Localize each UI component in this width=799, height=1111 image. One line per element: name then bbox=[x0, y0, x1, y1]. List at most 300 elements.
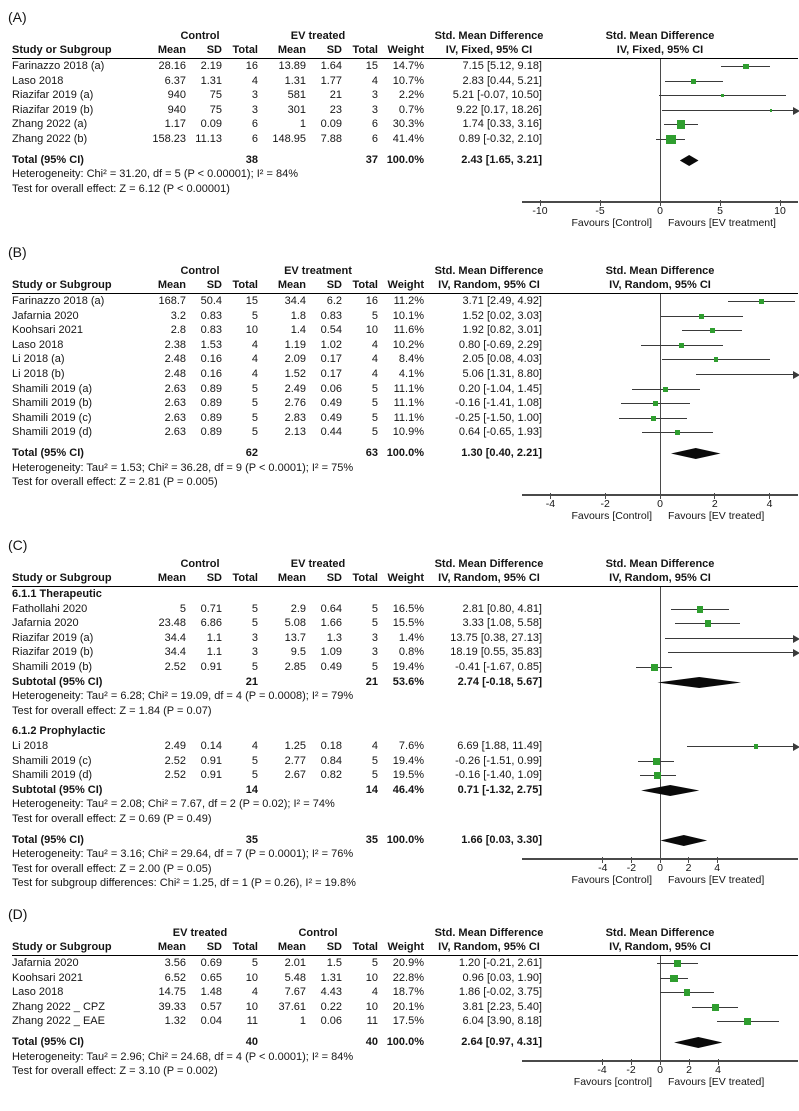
sd2-cell: 1.77 bbox=[320, 74, 342, 87]
weight-cell: 100.0% bbox=[386, 446, 424, 459]
t1-cell: 6 bbox=[251, 118, 258, 131]
m2-cell bbox=[258, 446, 306, 461]
ci-cell: 2.83 [0.44, 5.21] bbox=[462, 74, 542, 87]
study-cell: Laso 2018 bbox=[12, 74, 64, 87]
study-cell: Total (95% CI) bbox=[12, 833, 84, 846]
t2-cell: 5 bbox=[371, 957, 378, 969]
ci-cell: 6.69 [1.88, 11.49] bbox=[457, 739, 542, 752]
t1-cell: 15 bbox=[245, 295, 258, 307]
t2-cell: 10 bbox=[365, 324, 378, 337]
m1-cell: 158.23 bbox=[152, 132, 186, 145]
m2-cell: 2.01 bbox=[284, 957, 306, 969]
effect-square bbox=[710, 328, 715, 333]
t1-cell: 3 bbox=[251, 89, 258, 102]
effect-square bbox=[754, 744, 758, 748]
sd2-cell: 0.44 bbox=[320, 426, 342, 439]
sd2-cell: 6.2 bbox=[326, 295, 342, 307]
group1-label: Control bbox=[180, 30, 220, 42]
t2-cell: 4 bbox=[371, 739, 378, 752]
t1-cell: 4 bbox=[251, 353, 258, 366]
study-cell: Shamili 2019 (b) bbox=[12, 397, 93, 410]
m1-cell: 23.48 bbox=[158, 617, 186, 630]
sd2-cell: 0.82 bbox=[320, 769, 342, 782]
pooled-diamond bbox=[674, 1037, 722, 1048]
t1-cell: 10 bbox=[245, 971, 258, 984]
study-cell: Li 2018 bbox=[12, 739, 49, 752]
effect-square bbox=[721, 94, 723, 96]
t1-cell: 4 bbox=[251, 338, 258, 351]
sd2-cell: 0.84 bbox=[320, 754, 342, 767]
weight-cell: 11.2% bbox=[393, 295, 424, 307]
ci-cell: 1.92 [0.82, 3.01] bbox=[462, 324, 542, 337]
study-cell: Shamili 2019 (d) bbox=[12, 426, 93, 439]
effect-square bbox=[744, 1018, 750, 1024]
study-cell: Total (95% CI) bbox=[12, 1035, 84, 1048]
ci-cell: -0.16 [-1.41, 1.08] bbox=[455, 397, 542, 410]
t1-cell: 3 bbox=[251, 646, 258, 659]
m1-cell bbox=[142, 1035, 186, 1050]
t1-cell: 10 bbox=[245, 324, 258, 337]
m2-cell bbox=[258, 153, 306, 168]
note-text: Test for overall effect: Z = 0.69 (P = 0.49) bbox=[12, 812, 212, 825]
weight-cell: 16.5% bbox=[392, 602, 424, 615]
t1-cell: 5 bbox=[251, 309, 258, 322]
weight-cell: 53.6% bbox=[392, 675, 424, 688]
panel-body bbox=[12, 29, 798, 231]
m1-cell: 2.52 bbox=[164, 769, 186, 782]
arrow-right-icon bbox=[793, 649, 799, 657]
effect-square bbox=[651, 664, 658, 671]
column-header: SD bbox=[206, 279, 222, 291]
axis-tick-label: 10 bbox=[774, 205, 786, 217]
effect-square bbox=[677, 120, 686, 129]
ci-cell: -0.26 [-1.51, 0.99] bbox=[455, 754, 542, 767]
sd2-cell: 4.43 bbox=[320, 986, 342, 999]
weight-cell: 14.7% bbox=[392, 60, 424, 72]
weight-cell: 10.2% bbox=[392, 338, 424, 351]
sd2-cell: 1.66 bbox=[320, 617, 342, 630]
note-text: Test for overall effect: Z = 6.12 (P < 0.00001) bbox=[12, 182, 230, 195]
column-header: Total bbox=[232, 572, 258, 584]
axis-tick-label: 2 bbox=[685, 862, 692, 874]
sd1-cell: 1.48 bbox=[200, 986, 222, 999]
effect-title: Std. Mean Difference bbox=[434, 927, 544, 939]
favours-right-label: Favours [EV treatment] bbox=[668, 217, 776, 229]
column-header: SD bbox=[206, 941, 222, 953]
study-cell: Fathollahi 2020 bbox=[12, 602, 88, 615]
m2-cell: 1.4 bbox=[290, 324, 306, 337]
m1-cell: 14.75 bbox=[158, 986, 186, 999]
m1-cell bbox=[142, 675, 186, 690]
t1-cell: 11 bbox=[246, 1015, 258, 1028]
t1-cell: 5 bbox=[251, 397, 258, 410]
ci-cell: 3.81 [2.23, 5.40] bbox=[462, 1000, 542, 1013]
ci-cell: -0.16 [-1.40, 1.09] bbox=[455, 769, 542, 782]
axis-tick-label: -2 bbox=[626, 1064, 636, 1076]
t2-cell: 5 bbox=[371, 426, 378, 439]
m2-cell: 13.7 bbox=[284, 631, 306, 644]
m2-cell: 2.13 bbox=[284, 426, 306, 439]
effect-square bbox=[697, 606, 703, 612]
study-column-header: Study or Subgroup bbox=[12, 941, 112, 953]
t1-cell: 5 bbox=[251, 411, 258, 424]
sd1-cell: 1.1 bbox=[206, 631, 222, 644]
pooled-diamond bbox=[671, 448, 721, 459]
t2-cell: 10 bbox=[365, 971, 378, 984]
ci-cell: 0.80 [-0.69, 2.29] bbox=[458, 338, 542, 351]
t1-cell: 5 bbox=[251, 426, 258, 439]
study-cell: Riazifar 2019 (a) bbox=[12, 89, 94, 102]
t2-cell: 3 bbox=[371, 631, 378, 644]
pooled-diamond bbox=[641, 785, 699, 796]
t1-cell: 5 bbox=[251, 382, 258, 395]
ci-cell: 2.05 [0.08, 4.03] bbox=[462, 353, 542, 366]
panel-label: (C) bbox=[8, 537, 28, 553]
weight-cell: 22.8% bbox=[392, 971, 424, 984]
weight-cell: 11.6% bbox=[393, 324, 424, 337]
forest-panel bbox=[0, 536, 799, 893]
ci-cell: 1.30 [0.40, 2.21] bbox=[461, 446, 542, 459]
t2-cell: 5 bbox=[371, 660, 378, 673]
m1-cell: 2.63 bbox=[164, 411, 186, 424]
pooled-diamond bbox=[657, 677, 741, 688]
m1-cell: 34.4 bbox=[164, 646, 186, 659]
sd2-cell: 23 bbox=[329, 103, 342, 116]
m2-cell: 1.31 bbox=[284, 74, 306, 87]
arrow-right-icon bbox=[793, 743, 799, 751]
sd1-cell: 0.91 bbox=[200, 754, 222, 767]
sd1-cell: 0.09 bbox=[200, 118, 222, 131]
axis-tick-label: 0 bbox=[657, 1064, 663, 1076]
m1-cell: 2.8 bbox=[170, 324, 186, 337]
m2-cell: 2.67 bbox=[284, 769, 306, 782]
t1-cell: 5 bbox=[251, 660, 258, 673]
forest-plot-area bbox=[554, 926, 799, 1090]
t1-cell: 5 bbox=[251, 957, 258, 969]
axis-tick-label: 0 bbox=[657, 205, 663, 217]
sd1-cell: 6.86 bbox=[200, 617, 222, 630]
sd1-cell: 0.04 bbox=[200, 1015, 222, 1028]
t1-cell: 5 bbox=[251, 602, 258, 615]
t2-cell: 5 bbox=[371, 382, 378, 395]
sd2-cell bbox=[306, 153, 342, 168]
sd1-cell: 0.89 bbox=[200, 411, 222, 424]
effect-square bbox=[743, 64, 749, 70]
study-cell: Farinazzo 2018 (a) bbox=[12, 60, 105, 72]
weight-cell: 41.4% bbox=[392, 132, 424, 145]
weight-cell: 20.1% bbox=[392, 1000, 424, 1013]
ci-cell: -0.41 [-1.67, 0.85] bbox=[455, 660, 542, 673]
sd2-cell: 21 bbox=[329, 89, 342, 102]
sd1-cell: 0.57 bbox=[200, 1000, 222, 1013]
t1-cell: 3 bbox=[251, 631, 258, 644]
m1-cell: 39.33 bbox=[158, 1000, 186, 1013]
m1-cell bbox=[142, 153, 186, 168]
ci-cell: 7.15 [5.12, 9.18] bbox=[462, 60, 542, 72]
axis-tick-label: -2 bbox=[600, 498, 610, 510]
column-header: Total bbox=[352, 941, 378, 953]
group1-label: EV treated bbox=[172, 927, 228, 939]
plot-effect-method: IV, Random, 95% CI bbox=[609, 572, 711, 584]
effect-square bbox=[663, 387, 668, 392]
m1-cell: 28.16 bbox=[158, 60, 186, 72]
sd1-cell bbox=[186, 153, 222, 168]
effect-square bbox=[651, 416, 656, 421]
axis-tick-label: 4 bbox=[766, 498, 773, 510]
t2-cell: 40 bbox=[365, 1035, 378, 1048]
t1-cell: 4 bbox=[251, 367, 258, 380]
plot-effect-method: IV, Random, 95% CI bbox=[609, 941, 711, 953]
effect-square bbox=[666, 135, 676, 145]
ci-cell: 2.74 [-0.18, 5.67] bbox=[457, 675, 542, 688]
m2-cell: 37.61 bbox=[278, 1000, 306, 1013]
weight-cell: 8.4% bbox=[398, 353, 424, 366]
study-cell: Total (95% CI) bbox=[12, 446, 84, 459]
effect-square bbox=[654, 772, 661, 779]
zero-line bbox=[660, 587, 661, 858]
panel-body bbox=[12, 557, 798, 893]
study-cell: Zhang 2022 _ CPZ bbox=[12, 1000, 105, 1013]
effect-square bbox=[653, 401, 658, 406]
t1-cell: 5 bbox=[251, 754, 258, 767]
axis-tick-label: -4 bbox=[545, 498, 556, 510]
m2-cell: 1 bbox=[299, 118, 306, 131]
t2-cell: 10 bbox=[365, 1000, 378, 1013]
sd2-cell: 1.02 bbox=[320, 338, 342, 351]
weight-cell: 2.2% bbox=[398, 89, 424, 102]
study-cell: Riazifar 2019 (a) bbox=[12, 631, 94, 644]
favours-right-label: Favours [EV treated] bbox=[668, 510, 765, 522]
m2-cell: 2.76 bbox=[284, 397, 306, 410]
ci-cell: 1.86 [-0.02, 3.75] bbox=[458, 986, 542, 999]
column-header: SD bbox=[206, 44, 222, 56]
study-cell: Riazifar 2019 (b) bbox=[12, 103, 94, 116]
ci-line bbox=[696, 374, 794, 375]
axis-tick-label: 5 bbox=[717, 205, 723, 217]
effect-method: IV, Random, 95% CI bbox=[438, 941, 540, 953]
favours-left-label: Favours [Control] bbox=[571, 874, 652, 886]
zero-line bbox=[660, 59, 661, 201]
t1-cell: 16 bbox=[245, 60, 258, 72]
m2-cell: 1.52 bbox=[284, 367, 306, 380]
axis-tick-label: -2 bbox=[626, 862, 637, 874]
panel-label: (A) bbox=[8, 9, 27, 25]
effect-square bbox=[675, 430, 680, 435]
sd1-cell: 0.69 bbox=[200, 957, 222, 969]
m1-cell: 3.56 bbox=[164, 957, 186, 969]
sd2-cell: 0.22 bbox=[320, 1000, 342, 1013]
axis-tick-label: -5 bbox=[595, 205, 605, 217]
t2-cell: 5 bbox=[371, 309, 378, 322]
sd1-cell: 50.4 bbox=[200, 295, 222, 307]
ci-cell: 0.89 [-0.32, 2.10] bbox=[458, 132, 542, 145]
forest-plot-area bbox=[554, 557, 799, 893]
t2-cell: 6 bbox=[371, 132, 378, 145]
m2-cell: 9.5 bbox=[290, 646, 306, 659]
m2-cell bbox=[258, 783, 306, 798]
note-text: Test for subgroup differences: Chi² = 1.25, df = 1 (P = 0.26), I² = 19.8% bbox=[12, 877, 356, 890]
study-column-header: Study or Subgroup bbox=[12, 279, 112, 291]
pooled-diamond bbox=[660, 835, 707, 846]
study-cell: Shamili 2019 (a) bbox=[12, 382, 93, 395]
t2-cell: 3 bbox=[371, 103, 378, 116]
sd2-cell: 7.88 bbox=[320, 132, 342, 145]
m2-cell: 148.95 bbox=[272, 132, 306, 145]
m1-cell: 2.48 bbox=[164, 367, 186, 380]
t1-cell: 40 bbox=[245, 1035, 258, 1048]
column-header: Total bbox=[352, 44, 378, 56]
t2-cell: 16 bbox=[365, 295, 378, 307]
m1-cell: 34.4 bbox=[164, 631, 186, 644]
m1-cell: 6.37 bbox=[164, 74, 186, 87]
column-header: Mean bbox=[157, 279, 186, 291]
note-text: Test for overall effect: Z = 3.10 (P = 0.002) bbox=[12, 1065, 218, 1078]
m1-cell: 2.52 bbox=[164, 754, 186, 767]
sd1-cell: 11.13 bbox=[195, 132, 222, 145]
weight-cell: 46.4% bbox=[392, 783, 424, 796]
sd1-cell: 0.65 bbox=[200, 971, 222, 984]
weight-cell: 15.5% bbox=[392, 617, 424, 630]
study-cell: Subtotal (95% CI) bbox=[12, 783, 103, 796]
group2-label: EV treatment bbox=[284, 265, 352, 277]
ci-cell: 5.21 [-0.07, 10.50] bbox=[452, 89, 542, 102]
ci-cell: 1.20 [-0.21, 2.61] bbox=[458, 957, 542, 969]
sd1-cell bbox=[186, 446, 222, 461]
m2-cell: 1.8 bbox=[290, 309, 306, 322]
m2-cell: 5.08 bbox=[284, 617, 306, 630]
plot-effect-method: IV, Fixed, 95% CI bbox=[616, 44, 704, 56]
study-cell: Zhang 2022 _ EAE bbox=[12, 1015, 105, 1028]
sd1-cell: 0.89 bbox=[200, 426, 222, 439]
study-cell: Shamili 2019 (b) bbox=[12, 660, 93, 673]
note-text: Heterogeneity: Chi² = 31.20, df = 5 (P < 0.00001); I² = 84% bbox=[12, 168, 298, 181]
weight-cell: 0.7% bbox=[398, 103, 424, 116]
m1-cell: 2.63 bbox=[164, 397, 186, 410]
t1-cell: 14 bbox=[245, 783, 258, 796]
effect-title: Std. Mean Difference bbox=[434, 30, 544, 42]
sd2-cell: 0.17 bbox=[320, 353, 342, 366]
sd1-cell: 1.1 bbox=[206, 646, 222, 659]
panel-body bbox=[12, 926, 798, 1090]
study-cell: Shamili 2019 (d) bbox=[12, 769, 93, 782]
study-cell: Laso 2018 bbox=[12, 986, 64, 999]
m1-cell: 2.63 bbox=[164, 426, 186, 439]
note-text: Heterogeneity: Tau² = 2.08; Chi² = 7.67, df = 2 (P = 0.02); I² = 74% bbox=[12, 798, 335, 811]
m1-cell: 1.32 bbox=[164, 1015, 186, 1028]
sd2-cell: 0.64 bbox=[320, 602, 342, 615]
sd2-cell bbox=[306, 1035, 342, 1050]
forest-plot-area bbox=[532, 29, 799, 231]
ci-cell: 0.96 [0.03, 1.90] bbox=[462, 971, 542, 984]
ci-line bbox=[687, 746, 794, 747]
axis-tick-label: 0 bbox=[657, 498, 663, 510]
column-header: Total bbox=[232, 44, 258, 56]
m1-cell: 168.7 bbox=[158, 295, 186, 307]
t2-cell: 5 bbox=[371, 769, 378, 782]
column-header: SD bbox=[326, 572, 342, 584]
t2-cell: 3 bbox=[371, 646, 378, 659]
t1-cell: 5 bbox=[251, 617, 258, 630]
axis-tick-label: -4 bbox=[598, 862, 608, 874]
t2-cell: 6 bbox=[371, 118, 378, 131]
sd1-cell: 0.91 bbox=[200, 769, 222, 782]
favours-right-label: Favours [EV treated] bbox=[668, 1076, 765, 1088]
group2-label: EV treated bbox=[290, 558, 346, 570]
panels-container bbox=[0, 8, 799, 1090]
note-text: Test for overall effect: Z = 1.84 (P = 0.07) bbox=[12, 704, 212, 717]
m2-cell: 2.09 bbox=[284, 353, 306, 366]
study-cell: Li 2018 (b) bbox=[12, 367, 65, 380]
axis-tick-label: 0 bbox=[657, 862, 663, 874]
m2-cell: 1.19 bbox=[284, 338, 306, 351]
t2-cell: 5 bbox=[371, 754, 378, 767]
t2-cell: 4 bbox=[371, 74, 378, 87]
effect-square bbox=[674, 960, 681, 967]
sd2-cell bbox=[306, 783, 342, 798]
study-cell: Jafarnia 2020 bbox=[12, 617, 79, 630]
t2-cell: 5 bbox=[371, 602, 378, 615]
ci-cell: 2.43 [1.65, 3.21] bbox=[461, 153, 542, 166]
weight-cell: 19.4% bbox=[392, 660, 424, 673]
ci-cell: 18.19 [0.55, 35.83] bbox=[450, 646, 542, 659]
ci-cell: 9.22 [0.17, 18.26] bbox=[456, 103, 542, 116]
weight-cell: 11.1% bbox=[393, 382, 424, 395]
sd2-cell: 1.31 bbox=[320, 971, 342, 984]
sd1-cell: 0.89 bbox=[200, 397, 222, 410]
t1-cell: 4 bbox=[251, 74, 258, 87]
m1-cell: 5 bbox=[179, 602, 186, 615]
column-header: Total bbox=[232, 941, 258, 953]
t1-cell: 6 bbox=[251, 132, 258, 145]
effect-title: Std. Mean Difference bbox=[434, 558, 544, 570]
effect-method: IV, Fixed, 95% CI bbox=[445, 44, 533, 56]
column-header: SD bbox=[206, 572, 222, 584]
sd1-cell: 75 bbox=[209, 103, 222, 116]
sd2-cell: 1.3 bbox=[326, 631, 342, 644]
sd2-cell: 0.54 bbox=[320, 324, 342, 337]
zero-line bbox=[660, 956, 661, 1060]
note-text: Heterogeneity: Tau² = 2.96; Chi² = 24.68, df = 4 (P < 0.0001); I² = 84% bbox=[12, 1050, 354, 1063]
forest-panel bbox=[0, 243, 799, 524]
t2-cell: 14 bbox=[365, 783, 378, 796]
sd2-cell: 0.06 bbox=[320, 382, 342, 395]
sd2-cell bbox=[306, 446, 342, 461]
m1-cell bbox=[142, 833, 186, 848]
column-header: Mean bbox=[277, 279, 306, 291]
m1-cell: 2.52 bbox=[164, 660, 186, 673]
group2-label: EV treated bbox=[290, 30, 346, 42]
m2-cell: 2.49 bbox=[284, 382, 306, 395]
ci-cell: 3.71 [2.49, 4.92] bbox=[462, 295, 542, 307]
m2-cell: 13.89 bbox=[278, 60, 306, 72]
ci-cell: 0.64 [-0.65, 1.93] bbox=[458, 426, 542, 439]
ci-cell: 1.66 [0.03, 3.30] bbox=[461, 833, 542, 846]
column-header: SD bbox=[326, 941, 342, 953]
m2-cell: 2.83 bbox=[284, 411, 306, 424]
t2-cell: 5 bbox=[371, 397, 378, 410]
t1-cell: 62 bbox=[245, 446, 258, 459]
plot-effect-title: Std. Mean Difference bbox=[605, 558, 715, 570]
ci-cell: 0.71 [-1.32, 2.75] bbox=[457, 783, 542, 796]
sd2-cell: 1.64 bbox=[320, 60, 342, 72]
column-header: Mean bbox=[277, 44, 306, 56]
t1-cell: 35 bbox=[245, 833, 258, 846]
panel-label: (B) bbox=[8, 244, 27, 260]
t2-cell: 4 bbox=[371, 986, 378, 999]
weight-cell: 19.4% bbox=[392, 754, 424, 767]
group1-label: Control bbox=[180, 558, 220, 570]
column-header: Mean bbox=[157, 941, 186, 953]
